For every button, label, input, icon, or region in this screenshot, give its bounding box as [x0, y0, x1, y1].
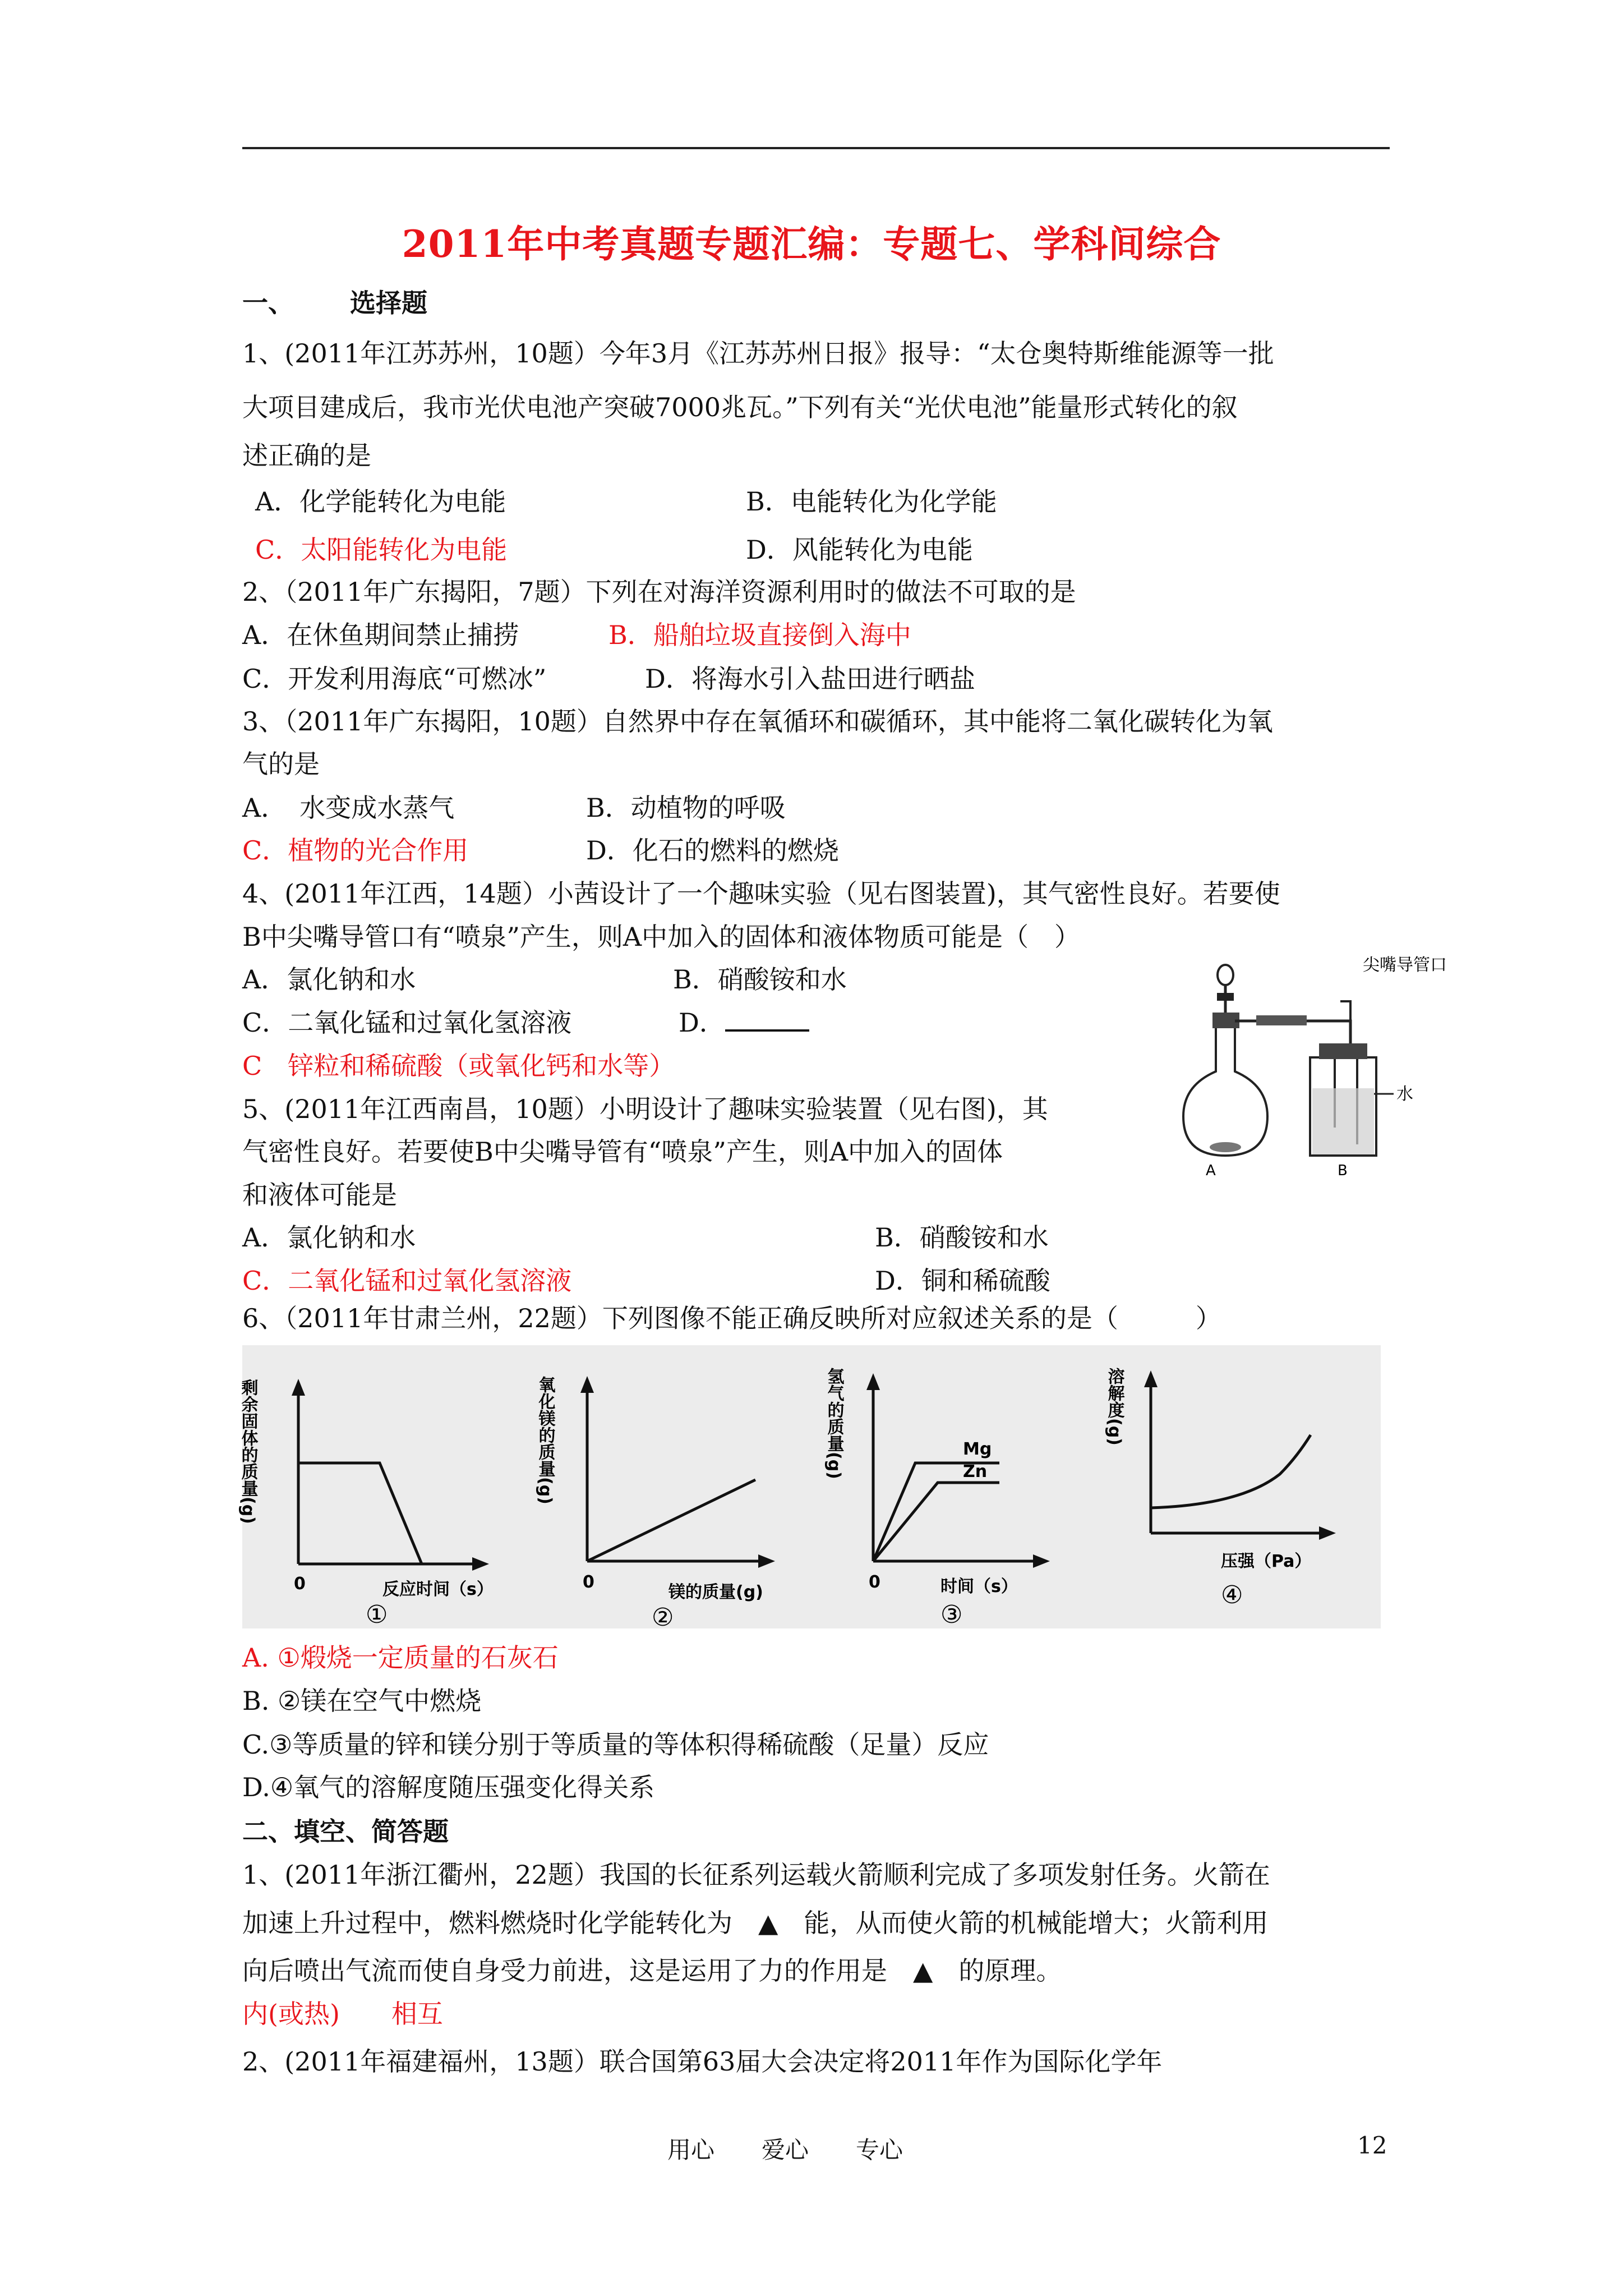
apparatus-figure [1172, 955, 1464, 1179]
q3-line1: 3、（2011年广东揭阳，10题）自然界中存在氧循环和碳循环，其中能将二氧化碳转化为氧 [242, 706, 1273, 737]
section1-heading [242, 286, 427, 320]
q1-line3: 述正确的是 [242, 440, 371, 471]
q5-option-d: D．铜和稀硫酸 [875, 1266, 1050, 1296]
graph-3-series-mg: Mg [963, 1439, 992, 1459]
q5-option-c: C．二氧化锰和过氧化氢溶液 [242, 1266, 572, 1296]
graph-2-ylabel: 氧化镁的质量(g) [535, 1376, 555, 1504]
q6-option-c: C.③等质量的锌和镁分别于等质量的等体积得稀硫酸（足量）反应 [242, 1729, 989, 1760]
section1-number: 一、 [242, 288, 294, 318]
graph-2-origin: 0 [583, 1572, 594, 1592]
graph-4 [1105, 1368, 1336, 1609]
q3-option-a: A． 水变成水蒸气 [242, 793, 455, 823]
q2-option-d: D．将海水引入盐田进行晒盐 [645, 664, 975, 694]
q4-option-b: B．硝酸铵和水 [673, 964, 847, 995]
apparatus-label-a: A [1206, 1162, 1216, 1179]
graph-1-ylabel: 剩余固体的质量(g) [238, 1379, 258, 1524]
q1-line2: 大项目建成后，我市光伏电池产突破7000兆瓦。”下列有关“光伏电池”能量形式转化的叙 [242, 392, 1238, 422]
apparatus-label-b: B [1338, 1162, 1348, 1179]
graph-2 [536, 1376, 776, 1632]
q5-line1: 5、(2011年江西南昌，10题）小明设计了趣味实验装置（见右图)，其 [242, 1094, 1048, 1124]
graph-3 [824, 1368, 1050, 1629]
section1-title: 选择题 [350, 288, 427, 318]
q3-line2: 气的是 [242, 749, 320, 779]
q2-option-b: B．船舶垃圾直接倒入海中 [608, 620, 911, 650]
q4-option-a: A．氯化钠和水 [242, 964, 416, 995]
f1-line2: 加速上升过程中，燃料燃烧时化学能转化为 ▲ 能，从而使火箭的机械能增大；火箭利用 [242, 1908, 1269, 1938]
q3-option-d: D．化石的燃料的燃烧 [586, 835, 839, 866]
q2-option-c: C．开发利用海底“可燃冰” [242, 664, 547, 694]
f2-line1: 2、(2011年福建福州，13题）联合国第63届大会决定将2011年作为国际化学年 [242, 2046, 1163, 2077]
graph-4-xlabel: 压强（Pa） [1221, 1552, 1312, 1571]
section2-heading: 二、填空、简答题 [242, 1816, 449, 1847]
q6-option-d: D.④氧气的溶解度随压强变化得关系 [242, 1772, 655, 1802]
graph-3-origin: 0 [869, 1572, 880, 1592]
graph-1 [238, 1379, 494, 1629]
f1-line1: 1、(2011年浙江衢州，22题）我国的长征系列运载火箭顺利完成了多项发射任务。火箭在 [242, 1860, 1270, 1890]
q5-line3: 和液体可能是 [242, 1180, 397, 1210]
q4-line2: B中尖嘴导管口有“喷泉”产生，则A中加入的固体和液体物质可能是（ ） [242, 922, 1081, 952]
q1-line1: 1、(2011年江苏苏州，10题）今年3月《江苏苏州日报》报导：“太仓奥特斯维能源等一批 [242, 338, 1274, 369]
q2-option-a: A．在休鱼期间禁止捕捞 [242, 620, 519, 650]
q4-answer-blank [725, 1007, 809, 1032]
page-title: 2011年中考真题专题汇编：专题七、学科间综合 [402, 222, 1221, 266]
q5-line2: 气密性良好。若要使B中尖嘴导管有“喷泉”产生，则A中加入的固体 [242, 1137, 1003, 1167]
graph-2-number: ② [652, 1603, 674, 1632]
q2-stem: 2、（2011年广东揭阳，7题）下列在对海洋资源利用时的做法不可取的是 [242, 577, 1076, 607]
q4-option-d: D． [679, 1006, 809, 1039]
apparatus-water-label: 水 [1396, 1084, 1413, 1104]
graph-2-xlabel: 镁的质量(g) [668, 1582, 763, 1602]
header-rule [242, 147, 1390, 149]
q1-option-b: B．电能转化为化学能 [746, 486, 997, 517]
q3-option-b: B．动植物的呼吸 [586, 793, 786, 823]
q5-option-b: B．硝酸铵和水 [875, 1222, 1049, 1253]
q5-option-a: A．氯化钠和水 [242, 1222, 416, 1253]
q6-stem: 6、（2011年甘肃兰州，22题）下列图像不能正确反映所对应叙述关系的是（ ） [242, 1303, 1221, 1333]
f1-line3: 向后喷出气流而使自身受力前进，这是运用了力的作用是 ▲ 的原理。 [242, 1955, 1062, 1986]
graph-3-xlabel: 时间（s） [940, 1577, 1018, 1596]
apparatus-nozzle-label: 尖嘴导管口 [1363, 955, 1447, 975]
q6-graphs-figure [238, 1345, 1381, 1632]
graph-3-number: ③ [940, 1600, 963, 1629]
page-number: 12 [1357, 2132, 1387, 2159]
graph-1-origin: 0 [294, 1574, 306, 1594]
q1-option-c: C．太阳能转化为电能 [255, 535, 508, 565]
graph-4-ylabel: 溶解度(g) [1104, 1368, 1124, 1446]
graph-3-ylabel: 氢气的质量(g) [824, 1368, 844, 1479]
q4-option-c: C．二氧化锰和过氧化氢溶液 [242, 1007, 572, 1038]
graph-1-xlabel: 反应时间（s） [382, 1580, 494, 1599]
q1-option-d: D．风能转化为电能 [746, 535, 973, 565]
q4-line1: 4、(2011年江西，14题）小茜设计了一个趣味实验（见右图装置)，其气密性良好。若要使 [242, 878, 1280, 909]
q3-option-c: C．植物的光合作用 [242, 835, 469, 866]
q1-option-a: A．化学能转化为电能 [255, 486, 506, 517]
footer-motto: 用心 爱心 专心 [667, 2136, 903, 2164]
graph-3-series-zn: Zn [963, 1462, 988, 1481]
graph-1-number: ① [366, 1600, 388, 1629]
f1-answer: 内(或热) 相互 [242, 1999, 443, 2029]
graph-4-number: ④ [1221, 1581, 1243, 1609]
q6-option-b: B. ②镁在空气中燃烧 [242, 1686, 482, 1716]
q6-option-a: A. ①煅烧一定质量的石灰石 [242, 1642, 559, 1673]
q4-answer: C 锌粒和稀硫酸（或氧化钙和水等） [242, 1051, 675, 1081]
